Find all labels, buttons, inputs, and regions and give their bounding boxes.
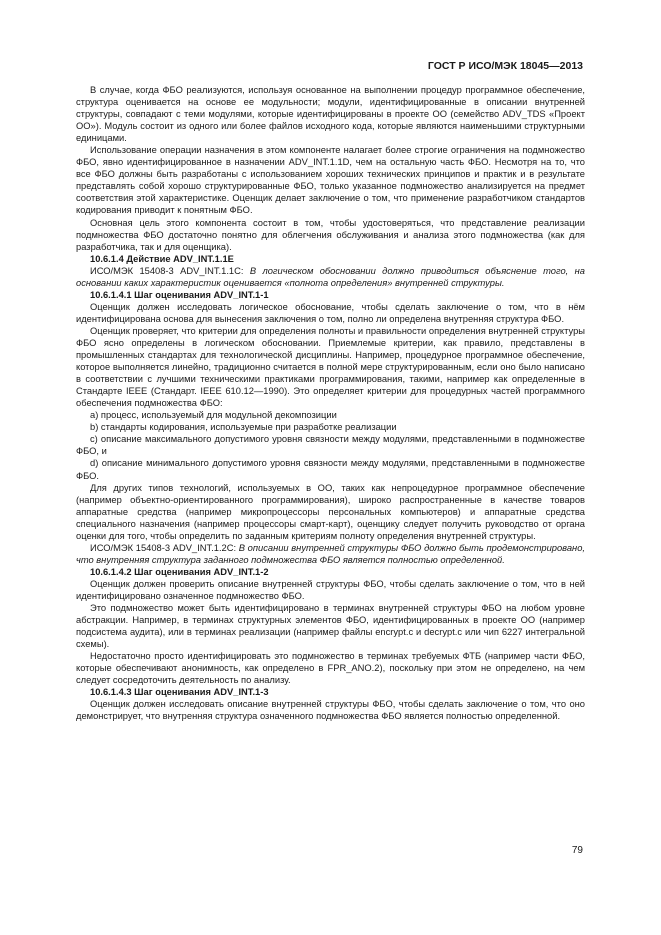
document-header: ГОСТ Р ИСО/МЭК 18045—2013 (427, 60, 583, 72)
list-item: c) описание максимального допустимого уровня связности между модулями, представленными в подмножестве ФБО, и (76, 434, 585, 457)
page-number: 79 (571, 845, 583, 856)
list-item: d) описание минимального допустимого уровня связности между модулями, представленными в подмножестве ФБО. (76, 458, 585, 481)
paragraph: Оценщик проверяет, что критерии для определения полноты и правильности определения внутренней структуры ФБО ясно определены в логическом обосновании. Приемлемые критерии, как правило, представлены в промышленных стандартах для технологической дисциплины. Например, процедурное программное обеспечение, которое выполняется линейно, традиционно считается в полной мере структурированным, если оно было написано в соответствии с лучшими техническими практиками программирования, такими, например как определенные в Стандарте IEEE (Стандарт. IEEE 610.12—1990). Это определяет критерии для процедурных частей программного обеспечения подмножества ФБО: (76, 325, 585, 409)
section-heading: 10.6.1.4.3 Шаг оценивания ADV_INT.1-3 (90, 687, 269, 698)
paragraph: Основная цель этого компонента состоит в том, чтобы удостоверяться, что представление реализации подмножества ФБО достаточно понятно для облегчения обслуживания и анализа этого подмножества (как для разработчика, так и для оценщика). (76, 217, 585, 252)
paragraph: Для других типов технологий, используемых в ОО, таких как непроцедурное программное обеспечение (например объектно-ориентированного программирования), широко распространенные в качестве товаров аппаратные средства (например микропроцессоры персональных компьютеров) и аппаратные средства специального назначения (например процессоры смарт-карт), оценщику следует получить руководство от органа оценки для того, чтобы определить по заданным критериям полноту определения внутренней структуры. (76, 482, 585, 541)
section-heading: 10.6.1.4.2 Шаг оценивания ADV_INT.1-2 (90, 566, 269, 577)
requirement-reference: ИСО/МЭК 15408-3 ADV_INT.1.2С: (90, 542, 239, 553)
paragraph: В случае, когда ФБО реализуются, используя основанное на выполнении процедур программное обеспечение, структура оценивается на основе ее модульности; модули, идентифицированные в описании внутренней структуры, совпадают с теми модулями, которые идентифицированы в проекте ОО (семейство ADV_TDS «Проект ОО»). Модуль состоит из одного или более файлов исходного кода, которые являются наименьшими структурными единицами. (76, 85, 585, 144)
list-item: b) стандарты кодирования, используемые при разработке реализации (90, 422, 397, 433)
paragraph: Использование операции назначения в этом компоненте налагает более строгие ограничения на подмножество ФБО, явно идентифицированное в назначении ADV_INT.1.1D, чем на остальную часть ФБО. Несмотря на то, что все ФБО должны быть разработаны с использованием хороших технических принципов и практик и в результате представлять собой хорошо структурированные ФБО, только указанное подмножество анализируется на предмет соответствия этой характеристике. Оценщик делает заключение о том, что применение разработчиком стандартов кодирования приводит к понятным ФБО. (76, 145, 585, 216)
section-heading: 10.6.1.4 Действие ADV_INT.1.1E (90, 253, 234, 264)
document-body (76, 84, 585, 722)
requirement-text: В логическом обосновании должно приводиться объяснение того, на основании каких характеристик оценивается «полнота определения» внутренней структуры. (76, 265, 585, 288)
paragraph: Недостаточно просто идентифицировать это подмножество в терминах требуемых ФТБ (например части ФБО, которые обеспечивают анонимность, как определено в FPR_ANO.2), поскольку при этом не определено, на чем следует сосредоточить деятельность по анализу. (76, 651, 585, 686)
section-heading: 10.6.1.4.1 Шаг оценивания ADV_INT.1-1 (90, 289, 269, 300)
requirement-paragraph (76, 265, 585, 289)
requirement-paragraph (76, 542, 585, 566)
requirement-reference: ИСО/МЭК 15408-3 ADV_INT.1.1С: (90, 265, 250, 276)
requirement-text: В описании внутренней структуры ФБО должно быть продемонстрировано, что внутренняя структура заданного подмножества ФБО является полностью определенной. (76, 542, 585, 565)
paragraph: Оценщик должен проверить описание внутренней структуры ФБО, чтобы сделать заключение о том, что в ней идентифицировано означенное подмножество ФБО. (76, 578, 585, 601)
paragraph: Оценщик должен исследовать описание внутренней структуры ФБО, чтобы сделать заключение о том, что оно демонстрирует, что внутренняя структура означенного подмножества ФБО является полностью определенной. (76, 699, 585, 722)
paragraph: Оценщик должен исследовать логическое обоснование, чтобы сделать заключение о том, что в нём идентифицирована основа для вынесения заключения о том, полно ли определена внутренняя структура ФБО. (76, 301, 585, 324)
paragraph: Это подмножество может быть идентифицировано в терминах внутренней структуры ФБО на любом уровне абстракции. Например, в терминах структурных элементов ФБО, идентифицированных в проекте ОО (например подсистема аудита), или в терминах реализации (например файлы encrypt.c и decrypt.c или чип 6227 интегральной схемы). (76, 603, 585, 650)
list-item: a) процесс, используемый для модульной декомпозиции (90, 410, 337, 421)
